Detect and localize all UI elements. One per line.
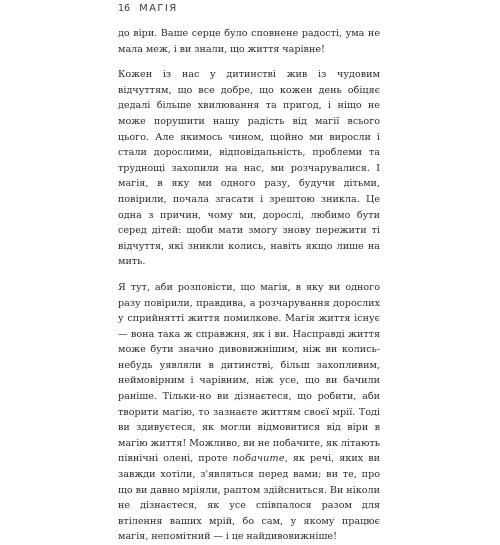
running-title: МАГІЯ (139, 3, 178, 14)
paragraph-continuation: до віри. Ваше серце було сповнене радості, ума не мала меж, і ви знали, що життя чарівне! (118, 28, 380, 55)
paragraph-magic-is-real (118, 280, 380, 545)
paragraph-text-before: Я тут, аби розповісти, що магія, в яку ви одного разу повірили, правдива, а розчарування дорослих у сприйнятті життя помилкове. Магія життя існує — вона така ж справжня, як і ви. Насправді життя може бути значно дивовижнішим, ніж ви колись-небудь уявляли в дитинстві, більш захопливим, неймовірним і чарівним, ніж усе, що ви бачили раніше. Тільки-но ви дізнаєтеся, що робити, аби творити магію, то зазнаєте життям своєї мрії. Тоді ви здивуєтеся, як могли відмовитися від віри в магію життя! Можливо, ви не побачите, як літають північні олені, проте (118, 281, 380, 465)
body-text (118, 26, 380, 545)
paragraph-text-after: , як речі, яких ви завжди хотіли, з'являться перед вами; ви те, про що ви давно мріяли, раптом здійсниться. Ви ніколи не дізнаєтеся, як усе співпалося разом для втілення ваших мрій, бо сам, у якому працює магія, непомітний — і це найдивовижніше! (118, 453, 380, 543)
book-page (118, 0, 380, 543)
emphasized-word: побачите (232, 453, 285, 465)
page-number: 16 (118, 3, 131, 14)
page-header (118, 3, 380, 20)
paragraph-childhood: Кожен із нас у дитинстві жив із чудовим відчуттям, що все добре, що кожен день обіцяє дедалі більше хвилювання та пригод, і ніщо не може порушити нашу радість від магії всього цього. Але якимось чином, щойно ми виросли і стали дорослими, відповідальність, проблеми та труднощі захопили на нас, ми розчарувалися. І магія, в яку ми одного разу, будучи дітьми, повірили, почала згасати і зрештою зникла. Це одна з причин, чому ми, дорослі, любимо бути серед дітей: щоби мати змогу знову пережити ті відчуття, які зникли колись, навіть якщо лише на мить. (118, 69, 380, 268)
